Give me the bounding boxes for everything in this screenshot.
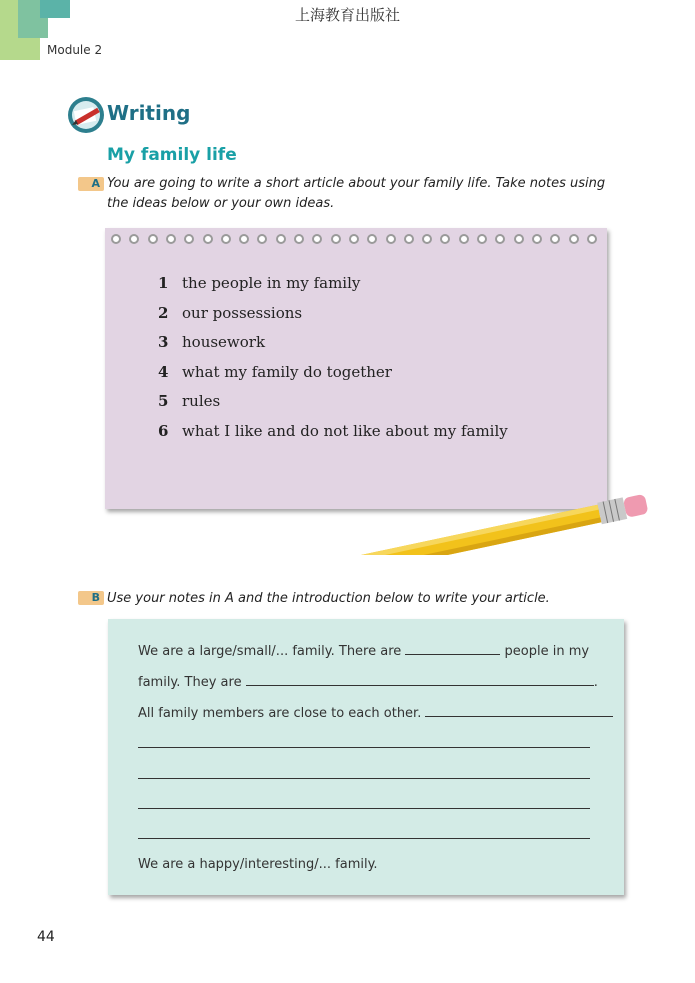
idea-text: what I like and do not like about my family: [182, 421, 508, 440]
blank-writing-line-4[interactable]: [138, 838, 590, 839]
idea-number: 2: [158, 303, 169, 322]
blank-number-of-people[interactable]: [405, 642, 500, 655]
idea-item: [158, 392, 508, 422]
intro-line-2-start: family. They are: [138, 675, 242, 690]
spiral-ring: [129, 234, 139, 244]
spiral-ring: [569, 234, 579, 244]
closing-line: We are a happy/interesting/... family.: [138, 857, 378, 872]
task-b-instruction: Use your notes in A and the introduction below to write your article.: [107, 591, 550, 606]
spiral-ring: [111, 234, 121, 244]
section-title: Writing: [107, 101, 191, 125]
idea-item: [158, 333, 508, 363]
blank-writing-line-2[interactable]: [138, 778, 590, 779]
intro-line-3: [138, 704, 613, 721]
intro-line-1-end: people in my: [504, 644, 590, 659]
section-subtitle: My family life: [107, 145, 237, 165]
spiral-ring: [422, 234, 432, 244]
idea-item: [158, 363, 508, 393]
idea-number: 3: [158, 333, 169, 351]
intro-line-3-text: All family members are close to each other.: [138, 706, 422, 721]
spiral-ring: [294, 234, 304, 244]
idea-number: 4: [158, 362, 169, 381]
spiral-ring: [221, 234, 231, 244]
spiral-ring: [331, 234, 341, 244]
idea-text: what my family do together: [182, 362, 392, 381]
idea-item: [158, 422, 508, 452]
intro-line-1: [138, 642, 589, 659]
intro-line-1-start: We are a large/small/... family. There are: [138, 644, 402, 659]
idea-item: [158, 304, 508, 334]
idea-item: [158, 274, 508, 304]
spiral-ring: [459, 234, 469, 244]
spiral-ring: [587, 234, 597, 244]
blank-writing-line-3[interactable]: [138, 808, 590, 809]
task-a-badge: A: [78, 177, 104, 191]
intro-line-2: [138, 673, 598, 690]
spiral-ring: [276, 234, 286, 244]
page-number: 44: [37, 929, 55, 945]
spiral-ring: [239, 234, 249, 244]
pencil-on-paper-icon: [66, 95, 106, 135]
spiral-ring: [166, 234, 176, 244]
idea-text: housework: [182, 333, 266, 351]
spiral-ring: [349, 234, 359, 244]
spiral-ring: [532, 234, 542, 244]
blank-they-are[interactable]: [246, 673, 594, 686]
publisher-name: 上海教育出版社: [294, 6, 400, 24]
notebook-card: [105, 228, 607, 509]
spiral-ring: [386, 234, 396, 244]
blank-line-3[interactable]: [425, 704, 613, 717]
intro-line-2-end: .: [593, 675, 598, 690]
idea-number: 1: [158, 274, 169, 292]
spiral-ring: [257, 234, 267, 244]
blank-writing-line-1[interactable]: [138, 747, 590, 748]
task-b-badge: B: [78, 591, 104, 605]
idea-number: 6: [158, 421, 169, 440]
spiral-ring: [367, 234, 377, 244]
spiral-rings: [105, 234, 607, 248]
spiral-ring: [514, 234, 524, 244]
spiral-ring: [550, 234, 560, 244]
spiral-ring: [477, 234, 487, 244]
spiral-ring: [404, 234, 414, 244]
module-label: Module 2: [47, 43, 103, 57]
idea-text: the people in my family: [182, 274, 361, 292]
writing-frame: [108, 619, 624, 895]
spiral-ring: [203, 234, 213, 244]
pencil-icon: [312, 480, 662, 555]
idea-number: 5: [158, 392, 169, 410]
spiral-ring: [440, 234, 450, 244]
idea-text: rules: [182, 392, 221, 410]
spiral-ring: [148, 234, 158, 244]
task-a-instruction: You are going to write a short article about your family life. Take notes using the ideas below or your own ideas.: [107, 176, 606, 211]
ideas-list: [158, 274, 508, 451]
spiral-ring: [312, 234, 322, 244]
spiral-ring: [184, 234, 194, 244]
idea-text: our possessions: [182, 303, 303, 322]
spiral-ring: [495, 234, 505, 244]
